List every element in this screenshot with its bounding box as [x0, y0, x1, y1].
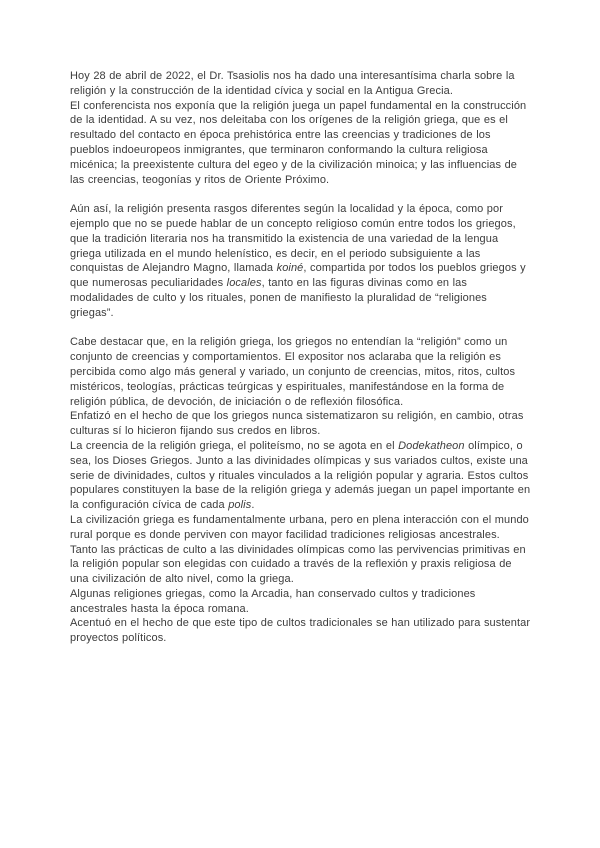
italic-text-run: Dodekatheon: [398, 439, 465, 452]
text-run: , compartida por todos los pueblos griegos y que numerosas peculiaridades: [70, 262, 526, 290]
paragraph: [70, 99, 532, 188]
document-body: [70, 69, 532, 646]
text-run: .: [251, 499, 255, 512]
text-run: Algunas religiones griegas, como la Arcadia, han conservado cultos y tradiciones ancestrales hasta la época romana.: [70, 587, 476, 615]
text-run: Acentuó en el hecho de que este tipo de cultos tradicionales se han utilizado para sustentar proyectos políticos.: [70, 617, 531, 645]
paragraph: [70, 513, 532, 543]
text-run: Aún así, la religión presenta rasgos diferentes según la localidad y la época, como por ejemplo que no se puede hablar de un concepto religioso común entre todos los griegos, que la tradición literaria nos ha transmitido la existencia de una variedad de la lengua griega utilizada en el mundo helenístico, es decir, en el periodo subsiguiente a las conquistas de Alejandro Magno, llamada: [70, 203, 516, 275]
text-run: Enfatizó en el hecho de que los griegos nunca sistematizaron su religión, en cambio, otras culturas sí lo hicieron fijando sus credos en libros.: [70, 410, 524, 438]
paragraph: [70, 616, 532, 646]
paragraph: [70, 439, 532, 513]
text-run: La creencia de la religión griega, el politeísmo, no se agota en el: [70, 439, 399, 452]
paragraph: [70, 587, 532, 617]
italic-text-run: locales: [226, 277, 262, 290]
paragraph: [70, 335, 532, 409]
paragraph: [70, 543, 532, 587]
paragraph: [70, 409, 532, 439]
text-run: Hoy 28 de abril de 2022, el Dr. Tsasiolis nos ha dado una interesantísima charla sobre la religión y la construcción de la identidad cívica y social en la Antigua Grecia.: [70, 70, 515, 97]
paragraph: [70, 202, 532, 320]
text-run: Cabe destacar que, en la religión griega, los griegos no entendían la “religión” como un conjunto de creencias y comportamientos. El expositor nos aclaraba que la religión es percibida como algo más general y variado, un conjunto de creencias, mitos, ritos, cultos mistéricos, teologías, prácticas teúrgicas y espirituales, manifestándose en la forma de religión pública, de devoción, de iniciación o de reflexión filosófica.: [70, 336, 516, 408]
italic-text-run: polis: [228, 499, 252, 512]
text-run: , tanto en las figuras divinas como en las modalidades de culto y los rituales, ponen de manifiesto la pluralidad de “religiones griegas”.: [70, 277, 487, 319]
text-run: olímpico, o sea, los Dioses Griegos. Junto a las divinidades olímpicas y sus variados cultos, existe una serie de divinidades, cultos y rituales vinculados a la religión popular y agraria. Estos cultos populares constituyen la base de la religión griega y además juegan un papel importante en la configuración cívica de cada: [70, 439, 531, 512]
text-run: La civilización griega es fundamentalmente urbana, pero en plena interacción con el mundo rural porque es donde perviven con mayor facilidad tradiciones religiosas ancestrales.: [70, 513, 529, 541]
italic-text-run: koiné: [276, 262, 304, 275]
paragraph: [70, 69, 532, 99]
text-run: Tanto las prácticas de culto a las divinidades olímpicas como las pervivencias primitivas en la religión popular son elegidas con cuidado a través de la reflexión y praxis religiosa de una civilización de alto nivel, como la griega.: [70, 543, 526, 586]
text-run: El conferencista nos exponía que la religión juega un papel fundamental en la construcción de la identidad. A su vez, nos deleitaba con los orígenes de la religión griega, que es el resultado del contacto en época prehistórica entre las creencias y tradiciones de los pueblos indoeuropeos inmigrantes, que terminaron conformando la cultura religiosa micénica; la preexistente cultura del egeo y de la civilización minoica; y las influencias de las creencias, teogonías y ritos de Oriente Próximo.: [70, 99, 527, 186]
